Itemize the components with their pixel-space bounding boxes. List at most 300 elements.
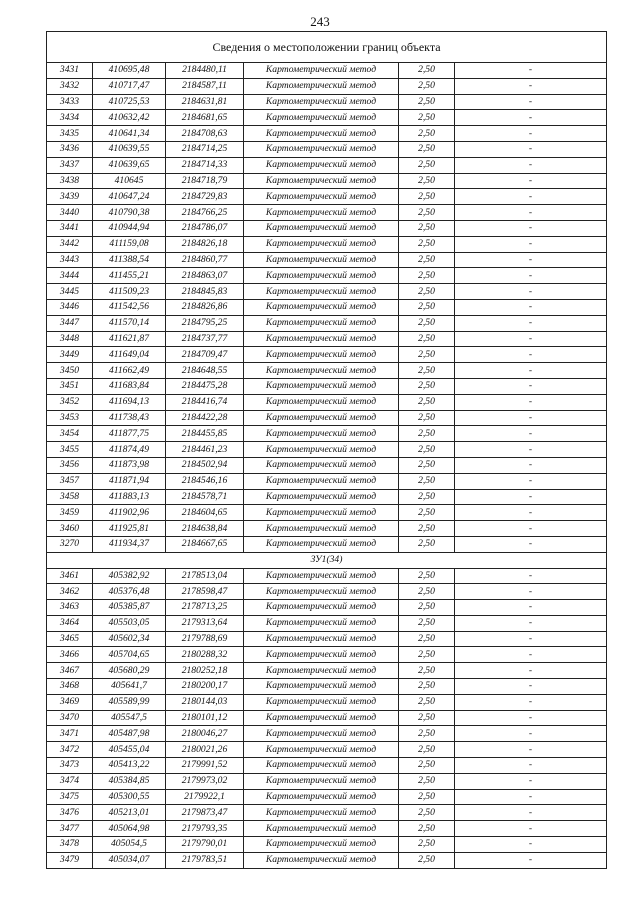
description-cell: - [455, 773, 607, 789]
table-row [47, 141, 607, 157]
coord-x-cell: 405034,07 [93, 852, 166, 868]
coord-x-cell: 411388,54 [93, 252, 166, 268]
coord-y-cell: 2184422,28 [166, 410, 244, 426]
accuracy-cell: 2,50 [399, 521, 455, 537]
description-cell: - [455, 805, 607, 821]
coord-x-cell: 410695,48 [93, 63, 166, 79]
method-cell: Картометрический метод [244, 220, 399, 236]
point-number-cell: 3459 [47, 505, 93, 521]
method-cell: Картометрический метод [244, 521, 399, 537]
coord-y-cell: 2184860,77 [166, 252, 244, 268]
table-row [47, 457, 607, 473]
coord-y-cell: 2184737,77 [166, 331, 244, 347]
coord-y-cell: 2179922,1 [166, 789, 244, 805]
coord-y-cell: 2178513,04 [166, 568, 244, 584]
point-number-cell: 3466 [47, 647, 93, 663]
point-number-cell: 3437 [47, 157, 93, 173]
coord-x-cell: 410944,94 [93, 220, 166, 236]
description-cell: - [455, 615, 607, 631]
table-row [47, 126, 607, 142]
point-number-cell: 3472 [47, 742, 93, 758]
accuracy-cell: 2,50 [399, 773, 455, 789]
table-row [47, 94, 607, 110]
point-number-cell: 3450 [47, 363, 93, 379]
description-cell: - [455, 252, 607, 268]
coord-y-cell: 2184709,47 [166, 347, 244, 363]
point-number-cell: 3442 [47, 236, 93, 252]
coord-y-cell: 2184718,79 [166, 173, 244, 189]
description-cell: - [455, 315, 607, 331]
coord-y-cell: 2184578,71 [166, 489, 244, 505]
table-row [47, 442, 607, 458]
point-number-cell: 3477 [47, 821, 93, 837]
coord-x-cell: 405382,92 [93, 568, 166, 584]
coord-y-cell: 2184461,23 [166, 442, 244, 458]
coord-y-cell: 2180288,32 [166, 647, 244, 663]
point-number-cell: 3471 [47, 726, 93, 742]
coord-y-cell: 2184714,33 [166, 157, 244, 173]
point-number-cell: 3448 [47, 331, 93, 347]
point-number-cell: 3476 [47, 805, 93, 821]
description-cell: - [455, 568, 607, 584]
table-row [47, 236, 607, 252]
coord-y-cell: 2179790,01 [166, 837, 244, 853]
coord-y-cell: 2178598,47 [166, 584, 244, 600]
coord-x-cell: 411871,94 [93, 473, 166, 489]
point-number-cell: 3455 [47, 442, 93, 458]
description-cell: - [455, 726, 607, 742]
coord-x-cell: 410717,47 [93, 78, 166, 94]
point-number-cell: 3443 [47, 252, 93, 268]
table-row [47, 521, 607, 537]
method-cell: Картометрический метод [244, 742, 399, 758]
accuracy-cell: 2,50 [399, 347, 455, 363]
accuracy-cell: 2,50 [399, 457, 455, 473]
table-row [47, 363, 607, 379]
method-cell: Картометрический метод [244, 805, 399, 821]
point-number-cell: 3433 [47, 94, 93, 110]
accuracy-cell: 2,50 [399, 805, 455, 821]
point-number-cell: 3465 [47, 631, 93, 647]
table-row [47, 331, 607, 347]
point-number-cell: 3474 [47, 773, 93, 789]
accuracy-cell: 2,50 [399, 394, 455, 410]
point-number-cell: 3435 [47, 126, 93, 142]
table-row [47, 315, 607, 331]
description-cell: - [455, 410, 607, 426]
table-row [47, 742, 607, 758]
point-number-cell: 3451 [47, 378, 93, 394]
method-cell: Картометрический метод [244, 837, 399, 853]
coord-y-cell: 2184714,25 [166, 141, 244, 157]
method-cell: Картометрический метод [244, 710, 399, 726]
description-cell: - [455, 94, 607, 110]
accuracy-cell: 2,50 [399, 284, 455, 300]
method-cell: Картометрический метод [244, 694, 399, 710]
point-number-cell: 3468 [47, 679, 93, 695]
method-cell: Картометрический метод [244, 758, 399, 774]
description-cell: - [455, 536, 607, 552]
coord-x-cell: 411662,49 [93, 363, 166, 379]
accuracy-cell: 2,50 [399, 157, 455, 173]
accuracy-cell: 2,50 [399, 852, 455, 868]
table-row [47, 489, 607, 505]
point-number-cell: 3454 [47, 426, 93, 442]
coord-y-cell: 2184475,28 [166, 378, 244, 394]
coord-x-cell: 405385,87 [93, 600, 166, 616]
coord-x-cell: 411873,98 [93, 457, 166, 473]
table-row [47, 347, 607, 363]
point-number-cell: 3432 [47, 78, 93, 94]
point-number-cell: 3440 [47, 205, 93, 221]
coord-x-cell: 411934,37 [93, 536, 166, 552]
coord-y-cell: 2184480,11 [166, 63, 244, 79]
description-cell: - [455, 710, 607, 726]
point-number-cell: 3457 [47, 473, 93, 489]
accuracy-cell: 2,50 [399, 663, 455, 679]
accuracy-cell: 2,50 [399, 600, 455, 616]
accuracy-cell: 2,50 [399, 742, 455, 758]
accuracy-cell: 2,50 [399, 110, 455, 126]
accuracy-cell: 2,50 [399, 205, 455, 221]
table-row [47, 694, 607, 710]
description-cell: - [455, 63, 607, 79]
coord-y-cell: 2179793,35 [166, 821, 244, 837]
table-row [47, 189, 607, 205]
description-cell: - [455, 852, 607, 868]
description-cell: - [455, 236, 607, 252]
coord-x-cell: 405503,05 [93, 615, 166, 631]
coord-y-cell: 2184845,83 [166, 284, 244, 300]
description-cell: - [455, 157, 607, 173]
coord-x-cell: 411874,49 [93, 442, 166, 458]
coord-x-cell: 405589,99 [93, 694, 166, 710]
coord-x-cell: 405680,29 [93, 663, 166, 679]
section-row [47, 552, 607, 568]
accuracy-cell: 2,50 [399, 426, 455, 442]
point-number-cell: 3462 [47, 584, 93, 600]
accuracy-cell: 2,50 [399, 647, 455, 663]
coord-y-cell: 2179873,47 [166, 805, 244, 821]
method-cell: Картометрический метод [244, 536, 399, 552]
method-cell: Картометрический метод [244, 363, 399, 379]
coord-x-cell: 411902,96 [93, 505, 166, 521]
method-cell: Картометрический метод [244, 679, 399, 695]
coord-x-cell: 405413,22 [93, 758, 166, 774]
description-cell: - [455, 521, 607, 537]
description-cell: - [455, 679, 607, 695]
accuracy-cell: 2,50 [399, 536, 455, 552]
table-row [47, 173, 607, 189]
coord-y-cell: 2184766,25 [166, 205, 244, 221]
method-cell: Картометрический метод [244, 94, 399, 110]
table-row [47, 299, 607, 315]
method-cell: Картометрический метод [244, 126, 399, 142]
coord-y-cell: 2184681,65 [166, 110, 244, 126]
coord-x-cell: 410645 [93, 173, 166, 189]
boundary-table [46, 31, 607, 869]
coord-x-cell: 405300,55 [93, 789, 166, 805]
description-cell: - [455, 205, 607, 221]
point-number-cell: 3434 [47, 110, 93, 126]
table-row [47, 426, 607, 442]
page-number: 243 [310, 14, 330, 29]
method-cell: Картометрический метод [244, 284, 399, 300]
table-row [47, 410, 607, 426]
point-number-cell: 3431 [47, 63, 93, 79]
table-row [47, 536, 607, 552]
description-cell: - [455, 742, 607, 758]
description-cell: - [455, 331, 607, 347]
coord-x-cell: 411683,84 [93, 378, 166, 394]
coord-x-cell: 411694,13 [93, 394, 166, 410]
coord-x-cell: 410639,55 [93, 141, 166, 157]
description-cell: - [455, 284, 607, 300]
method-cell: Картометрический метод [244, 789, 399, 805]
coord-x-cell: 405384,85 [93, 773, 166, 789]
table-row [47, 789, 607, 805]
accuracy-cell: 2,50 [399, 473, 455, 489]
table-row [47, 63, 607, 79]
method-cell: Картометрический метод [244, 410, 399, 426]
table-row [47, 837, 607, 853]
description-cell: - [455, 789, 607, 805]
coord-y-cell: 2184631,81 [166, 94, 244, 110]
point-number-cell: 3447 [47, 315, 93, 331]
method-cell: Картометрический метод [244, 110, 399, 126]
description-cell: - [455, 78, 607, 94]
description-cell: - [455, 189, 607, 205]
table-row [47, 78, 607, 94]
method-cell: Картометрический метод [244, 394, 399, 410]
method-cell: Картометрический метод [244, 568, 399, 584]
description-cell: - [455, 347, 607, 363]
coord-x-cell: 405376,48 [93, 584, 166, 600]
coord-x-cell: 405213,01 [93, 805, 166, 821]
method-cell: Картометрический метод [244, 457, 399, 473]
description-cell: - [455, 457, 607, 473]
description-cell: - [455, 694, 607, 710]
point-number-cell: 3460 [47, 521, 93, 537]
coord-y-cell: 2179973,02 [166, 773, 244, 789]
coord-y-cell: 2179991,52 [166, 758, 244, 774]
accuracy-cell: 2,50 [399, 710, 455, 726]
coord-x-cell: 410790,38 [93, 205, 166, 221]
coord-y-cell: 2184587,11 [166, 78, 244, 94]
method-cell: Картометрический метод [244, 236, 399, 252]
accuracy-cell: 2,50 [399, 679, 455, 695]
table-row [47, 110, 607, 126]
coord-y-cell: 2184786,07 [166, 220, 244, 236]
method-cell: Картометрический метод [244, 268, 399, 284]
coord-y-cell: 2184863,07 [166, 268, 244, 284]
coordinates-sheet [46, 31, 606, 869]
description-cell: - [455, 173, 607, 189]
coord-x-cell: 410725,53 [93, 94, 166, 110]
description-cell: - [455, 426, 607, 442]
description-cell: - [455, 394, 607, 410]
table-row [47, 631, 607, 647]
description-cell: - [455, 473, 607, 489]
accuracy-cell: 2,50 [399, 726, 455, 742]
method-cell: Картометрический метод [244, 63, 399, 79]
method-cell: Картометрический метод [244, 442, 399, 458]
point-number-cell: 3456 [47, 457, 93, 473]
table-row [47, 726, 607, 742]
description-cell: - [455, 299, 607, 315]
method-cell: Картометрический метод [244, 141, 399, 157]
accuracy-cell: 2,50 [399, 568, 455, 584]
coord-y-cell: 2184708,63 [166, 126, 244, 142]
coord-y-cell: 2180252,18 [166, 663, 244, 679]
accuracy-cell: 2,50 [399, 331, 455, 347]
table-row [47, 252, 607, 268]
point-number-cell: 3449 [47, 347, 93, 363]
accuracy-cell: 2,50 [399, 442, 455, 458]
table-row [47, 157, 607, 173]
coord-y-cell: 2184795,25 [166, 315, 244, 331]
method-cell: Картометрический метод [244, 473, 399, 489]
coord-y-cell: 2184604,65 [166, 505, 244, 521]
description-cell: - [455, 110, 607, 126]
coord-y-cell: 2180144,03 [166, 694, 244, 710]
method-cell: Картометрический метод [244, 584, 399, 600]
coord-x-cell: 411455,21 [93, 268, 166, 284]
table-row [47, 284, 607, 300]
coord-x-cell: 411159,08 [93, 236, 166, 252]
coord-y-cell: 2184416,74 [166, 394, 244, 410]
point-number-cell: 3461 [47, 568, 93, 584]
coord-y-cell: 2184502,94 [166, 457, 244, 473]
table-row [47, 505, 607, 521]
accuracy-cell: 2,50 [399, 410, 455, 426]
coord-x-cell: 405704,65 [93, 647, 166, 663]
point-number-cell: 3438 [47, 173, 93, 189]
coord-x-cell: 411925,81 [93, 521, 166, 537]
section-label: ЗУ1(34) [47, 552, 607, 568]
table-row [47, 821, 607, 837]
accuracy-cell: 2,50 [399, 189, 455, 205]
coord-y-cell: 2180200,17 [166, 679, 244, 695]
table-row [47, 378, 607, 394]
coord-x-cell: 405487,98 [93, 726, 166, 742]
accuracy-cell: 2,50 [399, 694, 455, 710]
coord-x-cell: 411738,43 [93, 410, 166, 426]
accuracy-cell: 2,50 [399, 615, 455, 631]
table-row [47, 663, 607, 679]
method-cell: Картометрический метод [244, 631, 399, 647]
coord-y-cell: 2184826,86 [166, 299, 244, 315]
coord-y-cell: 2178713,25 [166, 600, 244, 616]
description-cell: - [455, 758, 607, 774]
coord-x-cell: 405547,5 [93, 710, 166, 726]
coord-y-cell: 2184455,85 [166, 426, 244, 442]
point-number-cell: 3467 [47, 663, 93, 679]
point-number-cell: 3470 [47, 710, 93, 726]
table-row [47, 679, 607, 695]
accuracy-cell: 2,50 [399, 236, 455, 252]
method-cell: Картометрический метод [244, 315, 399, 331]
point-number-cell: 3475 [47, 789, 93, 805]
coord-x-cell: 405054,5 [93, 837, 166, 853]
table-row [47, 220, 607, 236]
method-cell: Картометрический метод [244, 489, 399, 505]
coord-x-cell: 410641,34 [93, 126, 166, 142]
point-number-cell: 3464 [47, 615, 93, 631]
method-cell: Картометрический метод [244, 347, 399, 363]
coord-x-cell: 410647,24 [93, 189, 166, 205]
description-cell: - [455, 663, 607, 679]
method-cell: Картометрический метод [244, 615, 399, 631]
method-cell: Картометрический метод [244, 252, 399, 268]
table-title-row [47, 32, 607, 63]
accuracy-cell: 2,50 [399, 378, 455, 394]
method-cell: Картометрический метод [244, 157, 399, 173]
coord-x-cell: 405602,34 [93, 631, 166, 647]
method-cell: Картометрический метод [244, 173, 399, 189]
accuracy-cell: 2,50 [399, 78, 455, 94]
point-number-cell: 3463 [47, 600, 93, 616]
description-cell: - [455, 220, 607, 236]
point-number-cell: 3452 [47, 394, 93, 410]
accuracy-cell: 2,50 [399, 173, 455, 189]
coord-y-cell: 2184638,84 [166, 521, 244, 537]
description-cell: - [455, 141, 607, 157]
table-row [47, 394, 607, 410]
method-cell: Картометрический метод [244, 726, 399, 742]
coord-y-cell: 2180101,12 [166, 710, 244, 726]
method-cell: Картометрический метод [244, 663, 399, 679]
table-row [47, 758, 607, 774]
point-number-cell: 3270 [47, 536, 93, 552]
accuracy-cell: 2,50 [399, 789, 455, 805]
table-row [47, 473, 607, 489]
coord-y-cell: 2180046,27 [166, 726, 244, 742]
accuracy-cell: 2,50 [399, 363, 455, 379]
point-number-cell: 3441 [47, 220, 93, 236]
accuracy-cell: 2,50 [399, 94, 455, 110]
coord-y-cell: 2179783,51 [166, 852, 244, 868]
point-number-cell: 3469 [47, 694, 93, 710]
point-number-cell: 3479 [47, 852, 93, 868]
method-cell: Картометрический метод [244, 205, 399, 221]
coord-y-cell: 2179313,64 [166, 615, 244, 631]
table-row [47, 710, 607, 726]
description-cell: - [455, 126, 607, 142]
description-cell: - [455, 821, 607, 837]
coord-x-cell: 411883,13 [93, 489, 166, 505]
coord-y-cell: 2180021,26 [166, 742, 244, 758]
point-number-cell: 3444 [47, 268, 93, 284]
method-cell: Картометрический метод [244, 505, 399, 521]
method-cell: Картометрический метод [244, 426, 399, 442]
description-cell: - [455, 600, 607, 616]
coord-x-cell: 405641,7 [93, 679, 166, 695]
point-number-cell: 3445 [47, 284, 93, 300]
method-cell: Картометрический метод [244, 647, 399, 663]
table-row [47, 268, 607, 284]
accuracy-cell: 2,50 [399, 489, 455, 505]
accuracy-cell: 2,50 [399, 63, 455, 79]
coord-x-cell: 410639,65 [93, 157, 166, 173]
coord-x-cell: 410632,42 [93, 110, 166, 126]
description-cell: - [455, 631, 607, 647]
accuracy-cell: 2,50 [399, 252, 455, 268]
boundary-table-body [47, 32, 607, 869]
coord-y-cell: 2184667,65 [166, 536, 244, 552]
coord-x-cell: 405064,98 [93, 821, 166, 837]
description-cell: - [455, 268, 607, 284]
